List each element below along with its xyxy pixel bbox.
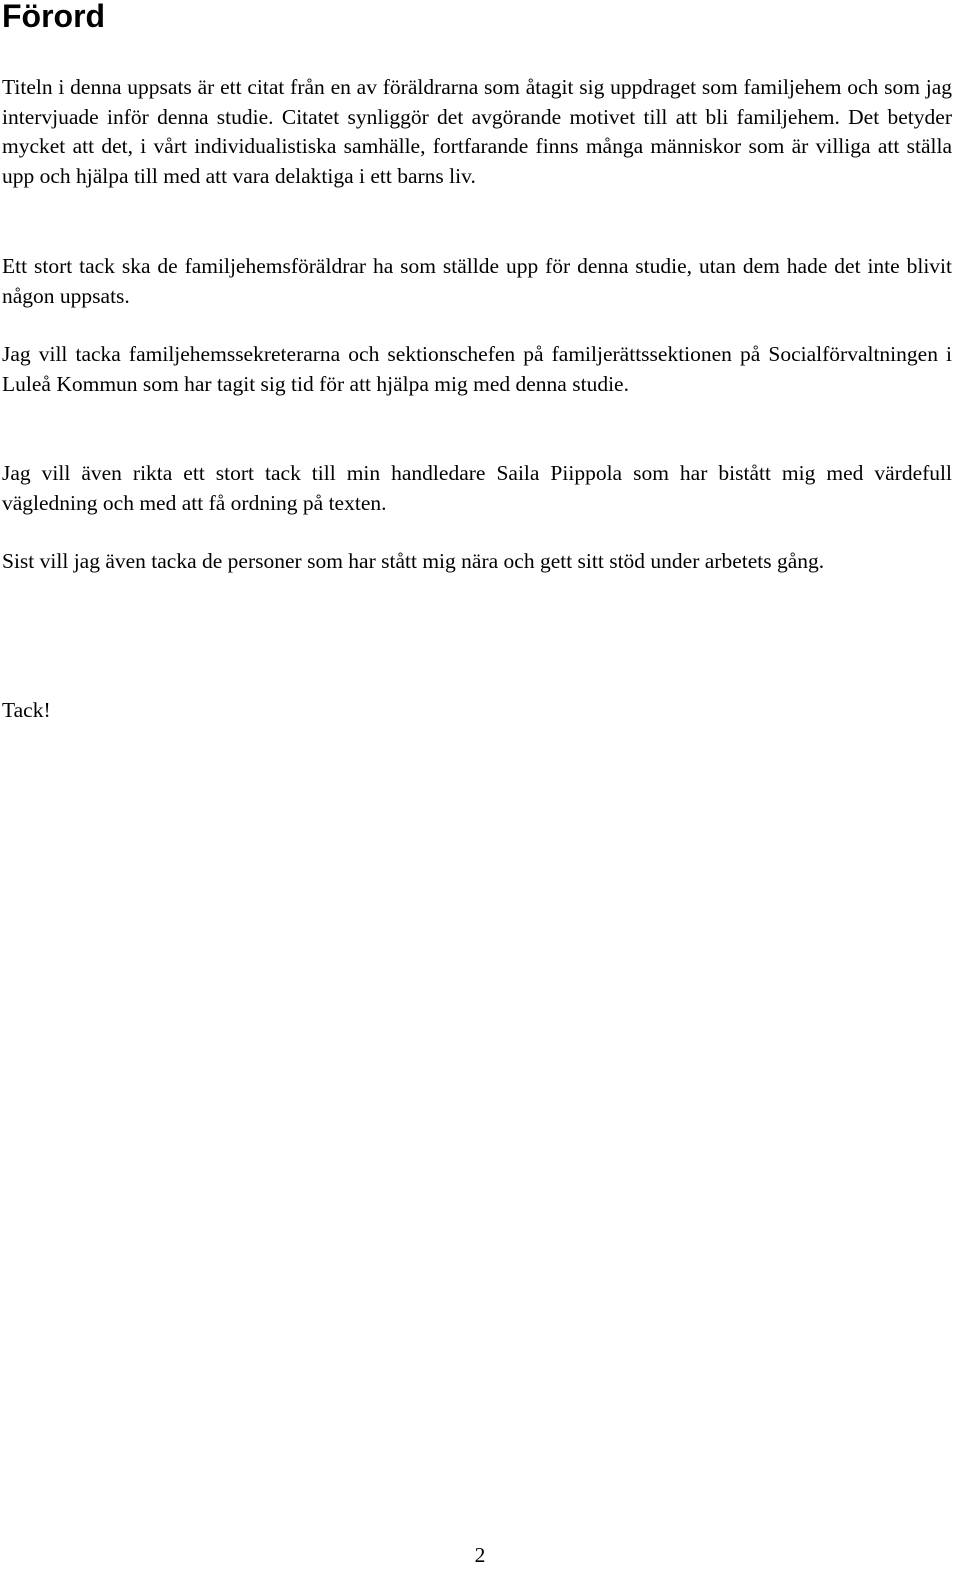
paragraph-thanks-social-services: Jag vill tacka familjehemssekreterarna och sektionschefen på familjerättssektionen på Socialförvaltningen i Luleå Kommun som har tagit sig tid för att hjälpa mig med denna studie. [2, 342, 952, 396]
paragraph-intro: Titeln i denna uppsats är ett citat från en av föräldrarna som åtagit sig uppdraget som familjehem och som jag intervjuade inför denna studie. Citatet synliggör det avgörande motivet till att bli familjehem. Det betyder mycket att det, i vårt individualistiska samhälle, fortfarande finns många människor som är villiga att ställa upp och hjälpa till med att vara delaktiga i ett barns liv. [2, 75, 952, 188]
paragraph-thanks-foster-parents: Ett stort tack ska de familjehemsföräldrar ha som ställde upp för denna studie, utan dem hade det inte blivit någon uppsats. [2, 254, 952, 308]
paragraph-thanks-supervisor: Jag vill även rikta ett stort tack till min handledare Saila Piippola som har bistått mig med värdefull vägledning och med att få ordning på texten. [2, 461, 952, 515]
page-number: 2 [474, 1543, 486, 1567]
paragraph-thanks-others: Sist vill jag även tacka de personer som har stått mig nära och gett sitt stöd under arbetets gång. [2, 549, 825, 573]
closing-text: Tack! [2, 698, 51, 722]
page-title: Förord [2, 0, 106, 34]
